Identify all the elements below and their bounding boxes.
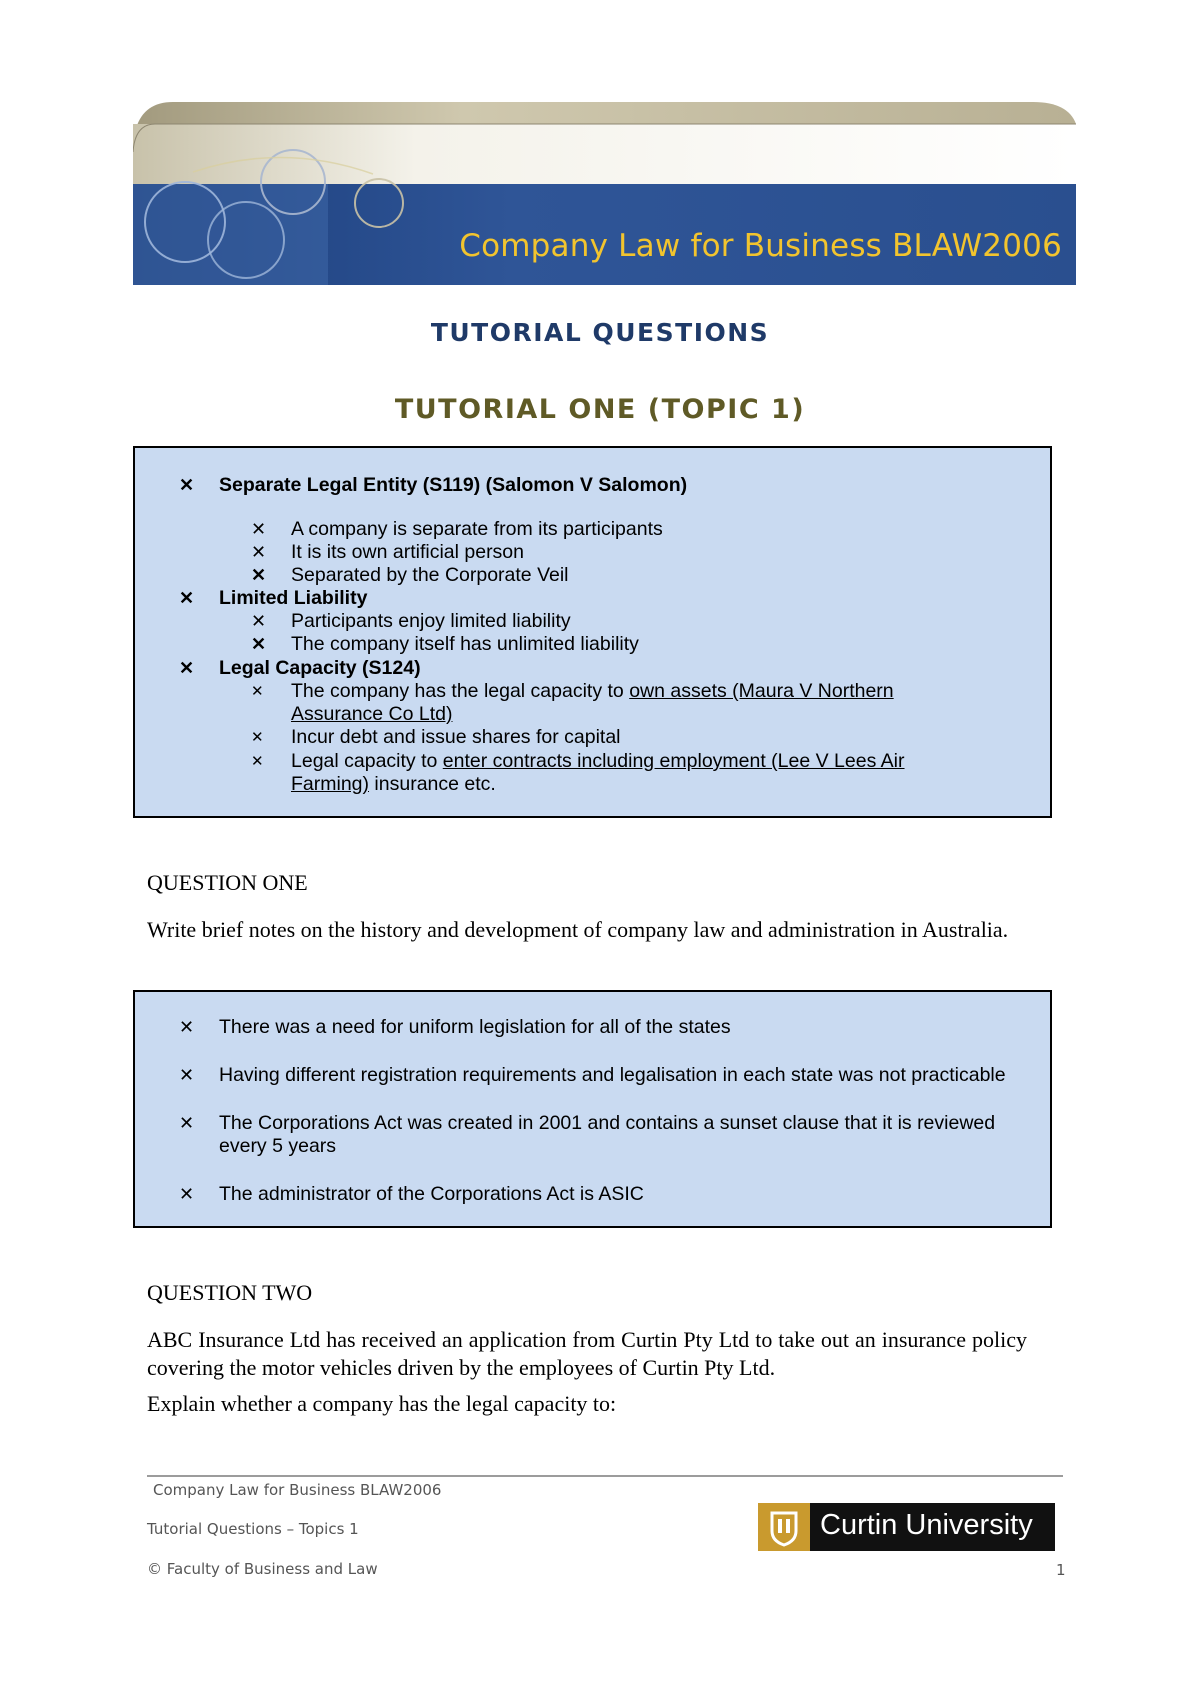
footer-course: Company Law for Business BLAW2006 (153, 1481, 442, 1499)
cross-bullet-icon: ✕ (179, 475, 195, 495)
footer-divider (147, 1475, 1063, 1477)
cross-bullet-icon: ✕ (251, 634, 267, 654)
list-item: ✕ A company is separate from its participants (251, 518, 663, 540)
list-item-continuation: Farming) insurance etc. (291, 773, 496, 795)
list-item: ✕ It is its own artificial person (251, 541, 525, 563)
list-item: ✕ The company itself has unlimited liability (251, 633, 639, 655)
case-reference: enter contracts including employment (Lee V Lees Air (442, 750, 905, 772)
page-heading: TUTORIAL QUESTIONS (430, 318, 770, 347)
list-item: ✕ Limited Liability (179, 587, 368, 609)
cross-bullet-icon: ✕ (251, 753, 264, 770)
cross-bullet-icon: ✕ (179, 1184, 195, 1204)
cross-bullet-icon: ✕ (251, 542, 267, 562)
cross-bullet-icon: ✕ (179, 1065, 195, 1085)
list-item: ✕ There was a need for uniform legislation for all of the states (179, 1016, 731, 1038)
case-reference: Assurance Co Ltd) (291, 703, 453, 725)
banner-title: Company Law for Business BLAW2006 (459, 228, 1062, 264)
question-one-title: QUESTION ONE (147, 870, 308, 895)
section-heading: TUTORIAL ONE (TOPIC 1) (394, 394, 806, 425)
list-item-continuation (255, 703, 453, 727)
list-item: ✕ Having different registration requirements and legalisation in each state was not practicable (179, 1064, 1006, 1086)
logo-wordmark: Curtin University (820, 1509, 1033, 1541)
cross-bullet-icon: ✕ (251, 565, 267, 585)
list-item: ✕ The Corporations Act was created in 2001 and contains a sunset clause that it is reviewed (179, 1112, 996, 1134)
question-one-text: Write brief notes on the history and development of company law and administration in Australia. (147, 917, 1009, 942)
case-reference: Farming) (291, 773, 370, 795)
list-item: ✕ Participants enjoy limited liability (251, 610, 571, 632)
cross-bullet-icon: ✕ (251, 729, 264, 746)
list-item: ✕ Separate Legal Entity (S119) (Salomon V Salomon) (179, 474, 688, 496)
answer-box (133, 990, 1052, 1228)
cross-bullet-icon: ✕ (251, 519, 267, 539)
curtin-university-logo (758, 1503, 1055, 1551)
crest-icon (758, 1503, 810, 1551)
cross-bullet-icon: ✕ (251, 683, 264, 700)
list-item: ✕ Legal capacity to enter contracts including employment (Lee V Lees Air (251, 750, 905, 772)
footer-copyright: © Faculty of Business and Law (147, 1560, 378, 1578)
cross-bullet-icon: ✕ (179, 588, 195, 608)
question-two-prompt: Explain whether a company has the legal capacity to: (147, 1391, 617, 1416)
footer-subtitle: Tutorial Questions – Topics 1 (147, 1520, 359, 1538)
page-number: 1 (1056, 1561, 1066, 1579)
cross-bullet-icon: ✕ (251, 611, 267, 631)
question-two-title: QUESTION TWO (147, 1280, 313, 1305)
cross-bullet-icon: ✕ (179, 1113, 195, 1133)
question-two-text: ABC Insurance Ltd has received an application from Curtin Pty Ltd to take out an insurance policy covering the motor vehicles driven by the employees of Curtin Pty Ltd. (147, 1327, 1027, 1380)
cross-bullet-icon: ✕ (179, 658, 195, 678)
list-item-continuation: every 5 years (219, 1135, 337, 1157)
summary-box (133, 446, 1052, 818)
list-item: ✕ Legal Capacity (S124) (179, 657, 421, 679)
list-item: ✕ The company has the legal capacity to own assets (Maura V Northern (251, 680, 894, 702)
list-item: ✕ Separated by the Corporate Veil (251, 564, 569, 586)
header-banner (133, 102, 1076, 285)
list-item: ✕ The administrator of the Corporations Act is ASIC (179, 1183, 644, 1205)
list-item: ✕ Incur debt and issue shares for capital (251, 726, 621, 748)
cross-bullet-icon: ✕ (179, 1017, 195, 1037)
case-reference: own assets (Maura V Northern (629, 680, 894, 702)
